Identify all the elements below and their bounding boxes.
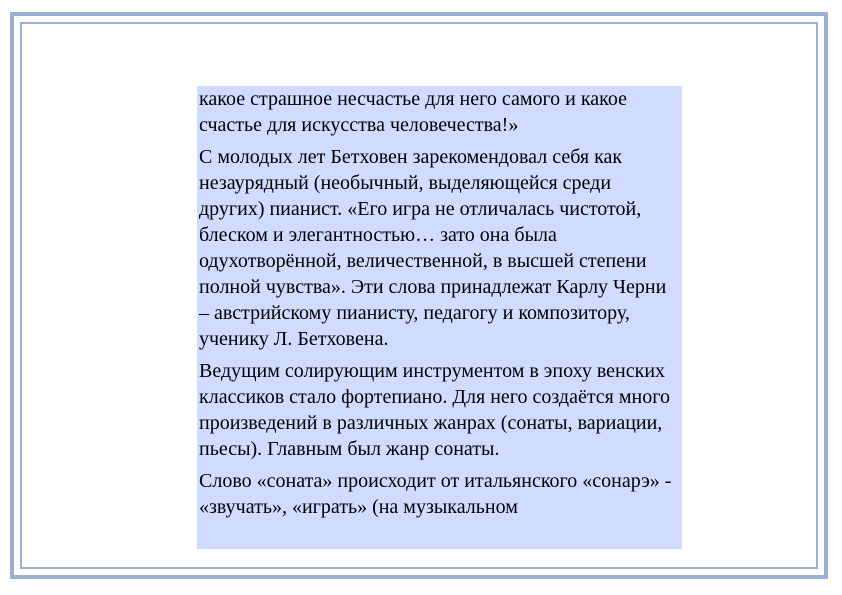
paragraph-3: Ведущим солирующим инструментом в эпоху венских классиков стало фортепиано. Для него создаётся много произведений в различных жанрах (сонаты, вариации, пьесы). Главным был жанр сонаты. [199,360,670,460]
paragraph-2: С молодых лет Бетховен зарекомендовал себя как незаурядный (необычный, выделяющейся среди других) пианист. «Его игра не отличалась чистотой, блеском и элегантностью… зато она была одухотворённой, величественной, в высшей степени полной чувства». Эти слова принадлежат Карлу Черни – австрийскому пианисту, педагогу и композитору, ученику Л. Бетховена. [199,146,667,350]
paragraph-1: какое страшное несчастье для него самого и какое счастье для искусства человечества!» [199,88,627,136]
paragraph-4: Слово «соната» происходит от итальянского «сонарэ» - «звучать», «играть» (на музыкальном [199,470,672,518]
text-block [197,86,682,549]
